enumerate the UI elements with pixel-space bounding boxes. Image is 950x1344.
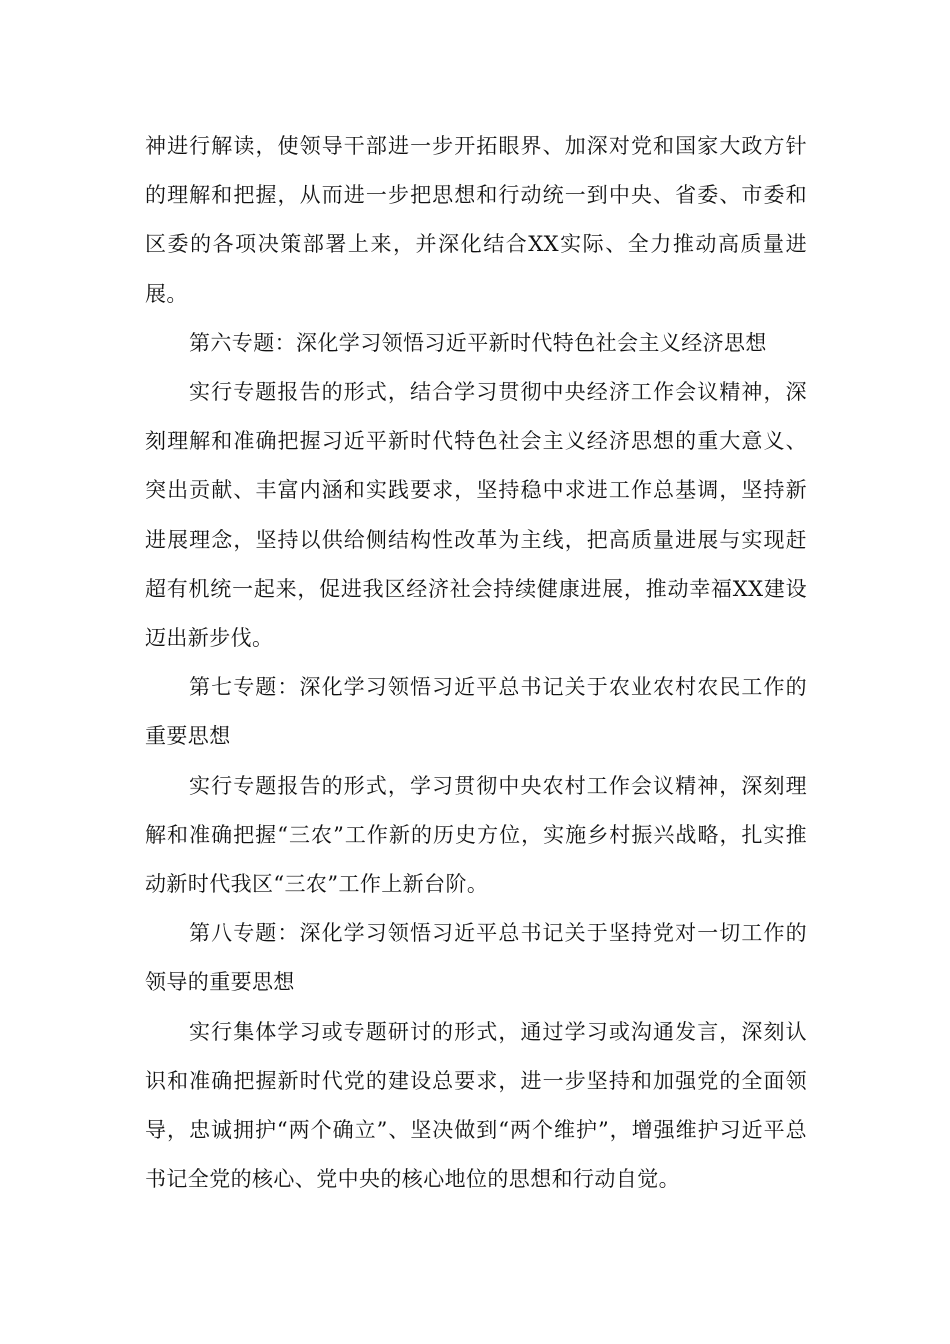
topic-heading-8: 第八专题：深化学习领悟习近平总书记关于坚持党对一切工作的领导的重要思想 <box>145 921 807 995</box>
topic-body-7: 实行专题报告的形式，学习贯彻中央农村工作会议精神，深刻理解和准确把握“三农”工作新的历史方位，实施乡村振兴战略，扎实推动新时代我区“三农”工作上新台阶。 <box>145 773 807 897</box>
topic-body-8: 实行集体学习或专题研讨的形式，通过学习或沟通发言，深刻认识和准确把握新时代党的建设总要求，进一步坚持和加强党的全面领导，忠诚拥护“两个确立”、坚决做到“两个维护”，增强维护习近平总书记全党的核心、党中央的核心地位的思想和行动自觉。 <box>145 1019 807 1192</box>
topic-heading-7: 第七专题：深化学习领悟习近平总书记关于农业农村农民工作的重要思想 <box>145 675 807 749</box>
document-body <box>145 122 807 1204</box>
topic-body-6: 实行专题报告的形式，结合学习贯彻中央经济工作会议精神，深刻理解和准确把握习近平新时代特色社会主义经济思想的重大意义、突出贡献、丰富内涵和实践要求，坚持稳中求进工作总基调，坚持新进展理念，坚持以供给侧结构性改革为主线，把高质量进展与实现赶超有机统一起来，促进我区经济社会持续健康进展，推动幸福XX建设迈出新步伐。 <box>145 380 807 651</box>
paragraph-continuation: 神进行解读，使领导干部进一步开拓眼界、加深对党和国家大政方针的理解和把握，从而进一步把思想和行动统一到中央、省委、市委和区委的各项决策部署上来，并深化结合XX实际、全力推动高质量进展。 <box>145 134 807 306</box>
topic-heading-6: 第六专题：深化学习领悟习近平新时代特色社会主义经济思想 <box>189 330 767 355</box>
